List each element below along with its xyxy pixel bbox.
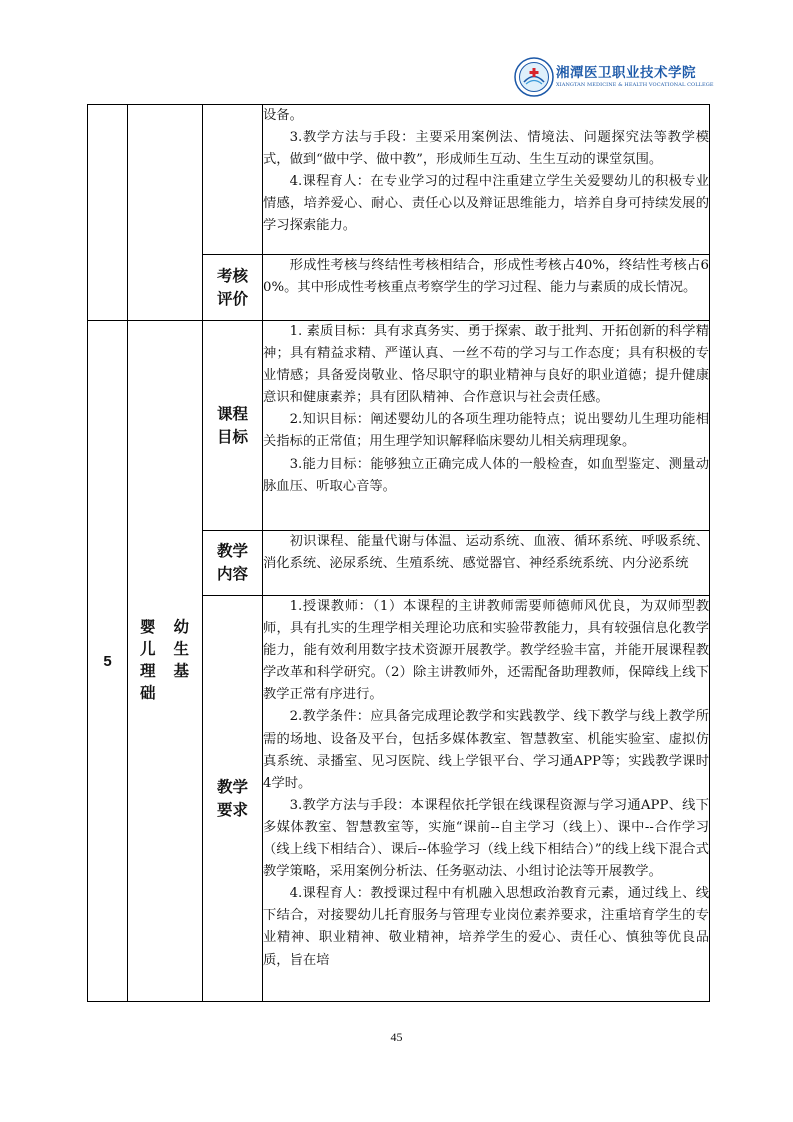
continued-requirements-row	[88, 105, 710, 255]
continued-requirements-content	[263, 105, 710, 255]
paragraph: 初识课程、能量代谢与体温、运动系统、血液、循环系统、呼吸系统、消化系统、泌尿系统、生殖系统、感觉器官、神经系统系统、内分泌系统	[263, 534, 709, 572]
requirements-label-cell	[203, 596, 263, 1002]
paragraph: 2.知识目标：阐述婴幼儿的各项生理功能特点；说出婴幼儿生理功能相关指标的正常值；用生理学知识解释临床婴幼儿相关病理现象。	[263, 412, 709, 450]
contents-label-cell	[203, 531, 263, 596]
paragraph: 形成性考核与终结性考核相结合，形成性考核占40%，终结性考核占60%。其中形成性考核重点考察学生的学习过程、能力与素质的成长情况。	[263, 258, 709, 296]
paragraph: 3.能力目标：能够独立正确完成人体的一般检查，如血型鉴定、测量动脉血压、听取心音等。	[263, 456, 709, 494]
paragraph: 2.教学条件：应具备完成理论教学和实践教学、线下教学与线上教学所需的场地、设备及平台，包括多媒体教室、智慧教室、机能实验室、虚拟仿真系统、录播室、见习医院、线上学银平台、学习通APP等；实践教学课时4学时。	[263, 709, 709, 791]
requirements-content	[263, 596, 710, 1002]
assessment-label-cell	[203, 255, 263, 321]
course-table	[87, 104, 710, 1002]
goals-content	[263, 321, 710, 531]
paragraph: 1.授课教师：（1）本课程的主讲教师需要师德师风优良，为双师型教师，具有扎实的生理学相关理论功底和实验带教能力，具有较强信息化教学能力，能有效利用数字技术资源开展教学。教学经验丰富，并能开展课程教学改革和科学研究。（2）除主讲教师外，还需配备助理教师，保障线上线下教学正常有序进行。	[263, 599, 709, 703]
page-number: 45	[390, 1030, 403, 1044]
paragraph: 4.课程育人：在专业学习的过程中注重建立学生关爱婴幼儿的积极专业情感，培养爱心、耐心、责任心以及辩证思维能力，培养自身可持续发展的学习探索能力。	[263, 174, 709, 234]
continued-label-cell	[203, 105, 263, 255]
school-name-cn: 湘潭医卫职业技术学院	[556, 65, 696, 81]
contents-label: 教学内容	[216, 543, 248, 583]
continued-course-cell	[128, 105, 203, 321]
course-number: 5	[88, 321, 128, 1002]
paragraph: 1. 素质目标：具有求真务实、勇于探索、敢于批判、开拓创新的科学精神；具有精益求精、严谨认真、一丝不苟的学习与工作态度；具有积极的专业情感；具备爱岗敬业、恪尽职守的职业精神与良好的职业道德；提升健康意识和健康素养；具有团队精神、合作意识与社会责任感。	[263, 324, 709, 406]
contents-content	[263, 531, 710, 596]
assessment-content	[263, 255, 710, 321]
continued-number-cell	[88, 105, 128, 321]
paragraph: 设备。	[263, 108, 303, 123]
paragraph: 3.教学方法与手段：本课程依托学银在线课程资源与学习通APP、线下多媒体教室、智慧教室等，实施“课前--自主学习（线上）、课中--合作学习（线上线下相结合）、课后--体验学习（线上线下相结合）”的线上线下混合式教学策略，采用案例分析法、任务驱动法、小组讨论法等开展教学。	[263, 797, 709, 880]
goals-label-cell	[203, 321, 263, 531]
course-goals-row	[88, 321, 710, 531]
requirements-label: 教学要求	[216, 778, 248, 819]
school-name-en: XIANGTAN MEDICINE & HEALTH VOCATIONAL COLLEGE	[556, 82, 714, 88]
assessment-label: 考核评价	[216, 267, 248, 308]
course-name-cell	[128, 321, 203, 1002]
school-emblem-icon	[514, 57, 554, 97]
paragraph: 4.课程育人：教授课过程中有机融入思想政治教育元素，通过线上、线下结合，对接婴幼儿托育服务与管理专业岗位素养要求，注重培育学生的专业精神、职业精神、敬业精神，培养学生的爱心、责任心、慎独等优良品质，旨在培	[263, 886, 709, 968]
goals-label: 课程目标	[216, 405, 248, 446]
course-name: 婴幼儿生理基础	[140, 619, 194, 702]
paragraph: 3.教学方法与手段：主要采用案例法、情境法、问题探究法等教学模式，做到“做中学、做中教”，形成师生互动、生生互动的课堂氛围。	[263, 130, 709, 168]
